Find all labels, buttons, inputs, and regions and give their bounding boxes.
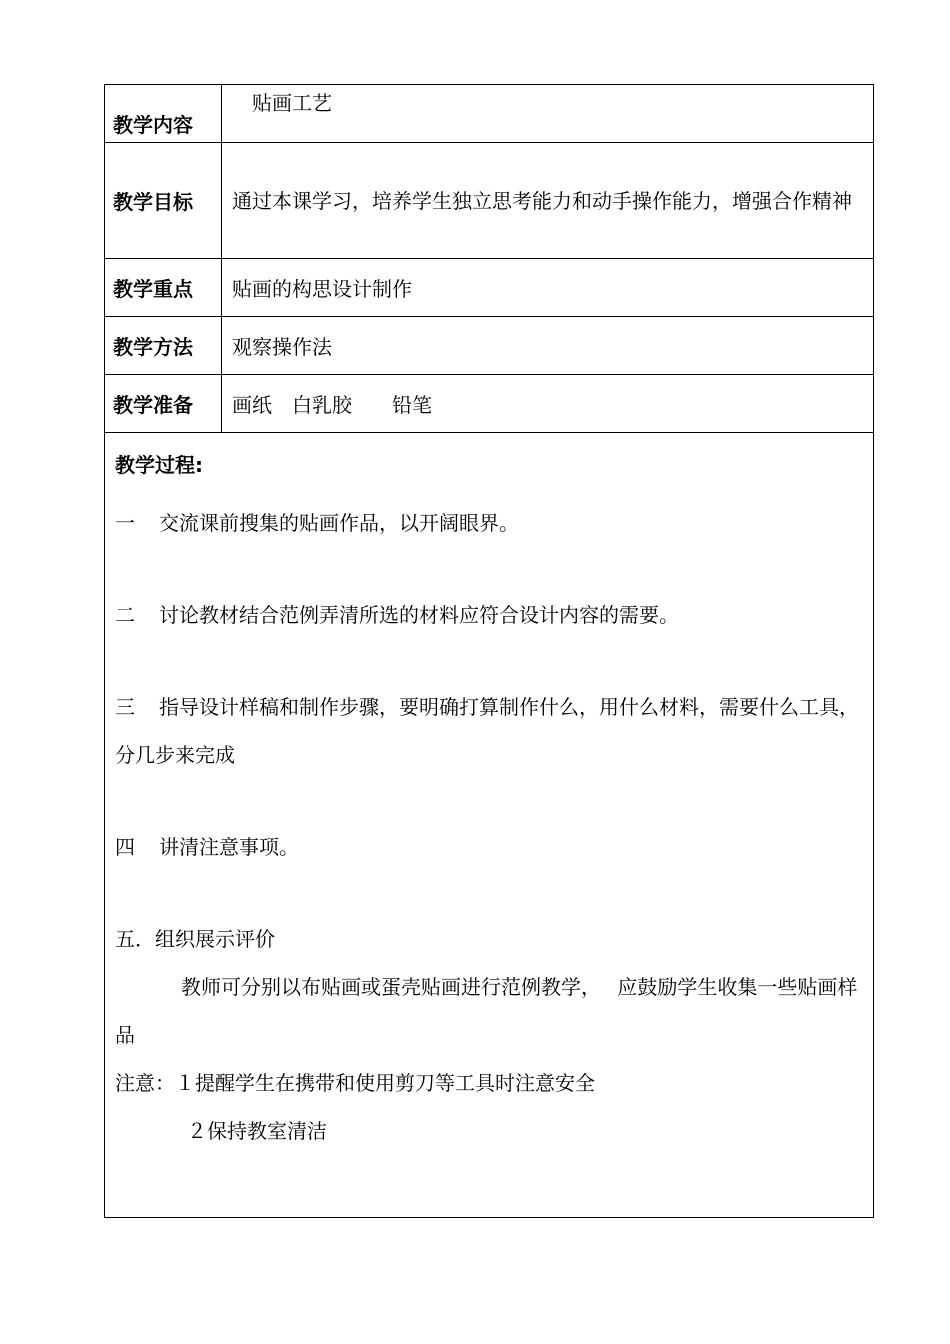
label-teaching-prep: 教学准备	[105, 375, 222, 433]
step-number: 三	[115, 695, 135, 719]
process-step-2	[115, 591, 865, 639]
step-number: 四	[115, 835, 135, 859]
process-step-1	[115, 499, 865, 547]
process-note-2: ２保持教室清洁	[187, 1119, 327, 1143]
row-teaching-process	[105, 433, 874, 1218]
step-number: 二	[115, 603, 135, 627]
row-teaching-focus	[105, 259, 874, 317]
label-teaching-method: 教学方法	[105, 317, 222, 375]
label-teaching-focus: 教学重点	[105, 259, 222, 317]
step-number: 一	[115, 511, 135, 535]
label-teaching-goal: 教学目标	[105, 143, 222, 259]
process-step-4	[115, 823, 865, 871]
process-title: 教学过程:	[115, 453, 203, 477]
teaching-process-cell	[105, 433, 874, 1218]
row-teaching-goal	[105, 143, 874, 259]
row-teaching-method	[105, 317, 874, 375]
process-step-3	[115, 683, 865, 779]
row-teaching-content	[105, 85, 874, 143]
value-teaching-method: 观察操作法	[222, 317, 874, 375]
lesson-plan-table	[104, 84, 874, 1218]
process-step-5-body: 教师可分别以布贴画或蛋壳贴画进行范例教学， 应鼓励学生收集一些贴画样品	[115, 975, 858, 1047]
value-teaching-content: 贴画工艺	[222, 85, 874, 143]
step-text: 讲清注意事项。	[159, 835, 299, 859]
value-teaching-goal: 通过本课学习，培养学生独立思考能力和动手操作能力，增强合作精神	[222, 143, 874, 259]
spacer	[115, 547, 865, 591]
process-step-5-title: 五．组织展示评价	[115, 927, 275, 951]
step-text: 讨论教材结合范例弄清所选的材料应符合设计内容的需要。	[159, 603, 679, 627]
row-teaching-prep	[105, 375, 874, 433]
value-teaching-prep: 画纸 白乳胶 铅笔	[222, 375, 874, 433]
spacer	[115, 871, 865, 915]
spacer	[115, 639, 865, 683]
value-teaching-focus: 贴画的构思设计制作	[222, 259, 874, 317]
process-note-1: 注意：１提醒学生在携带和使用剪刀等工具时注意安全	[115, 1071, 595, 1095]
label-teaching-content: 教学内容	[105, 85, 222, 143]
step-text: 指导设计样稿和制作步骤，要明确打算制作什么，用什么材料，需要什么工具，分几步来完成	[115, 695, 859, 767]
spacer	[115, 779, 865, 823]
step-text: 交流课前搜集的贴画作品，以开阔眼界。	[159, 511, 519, 535]
